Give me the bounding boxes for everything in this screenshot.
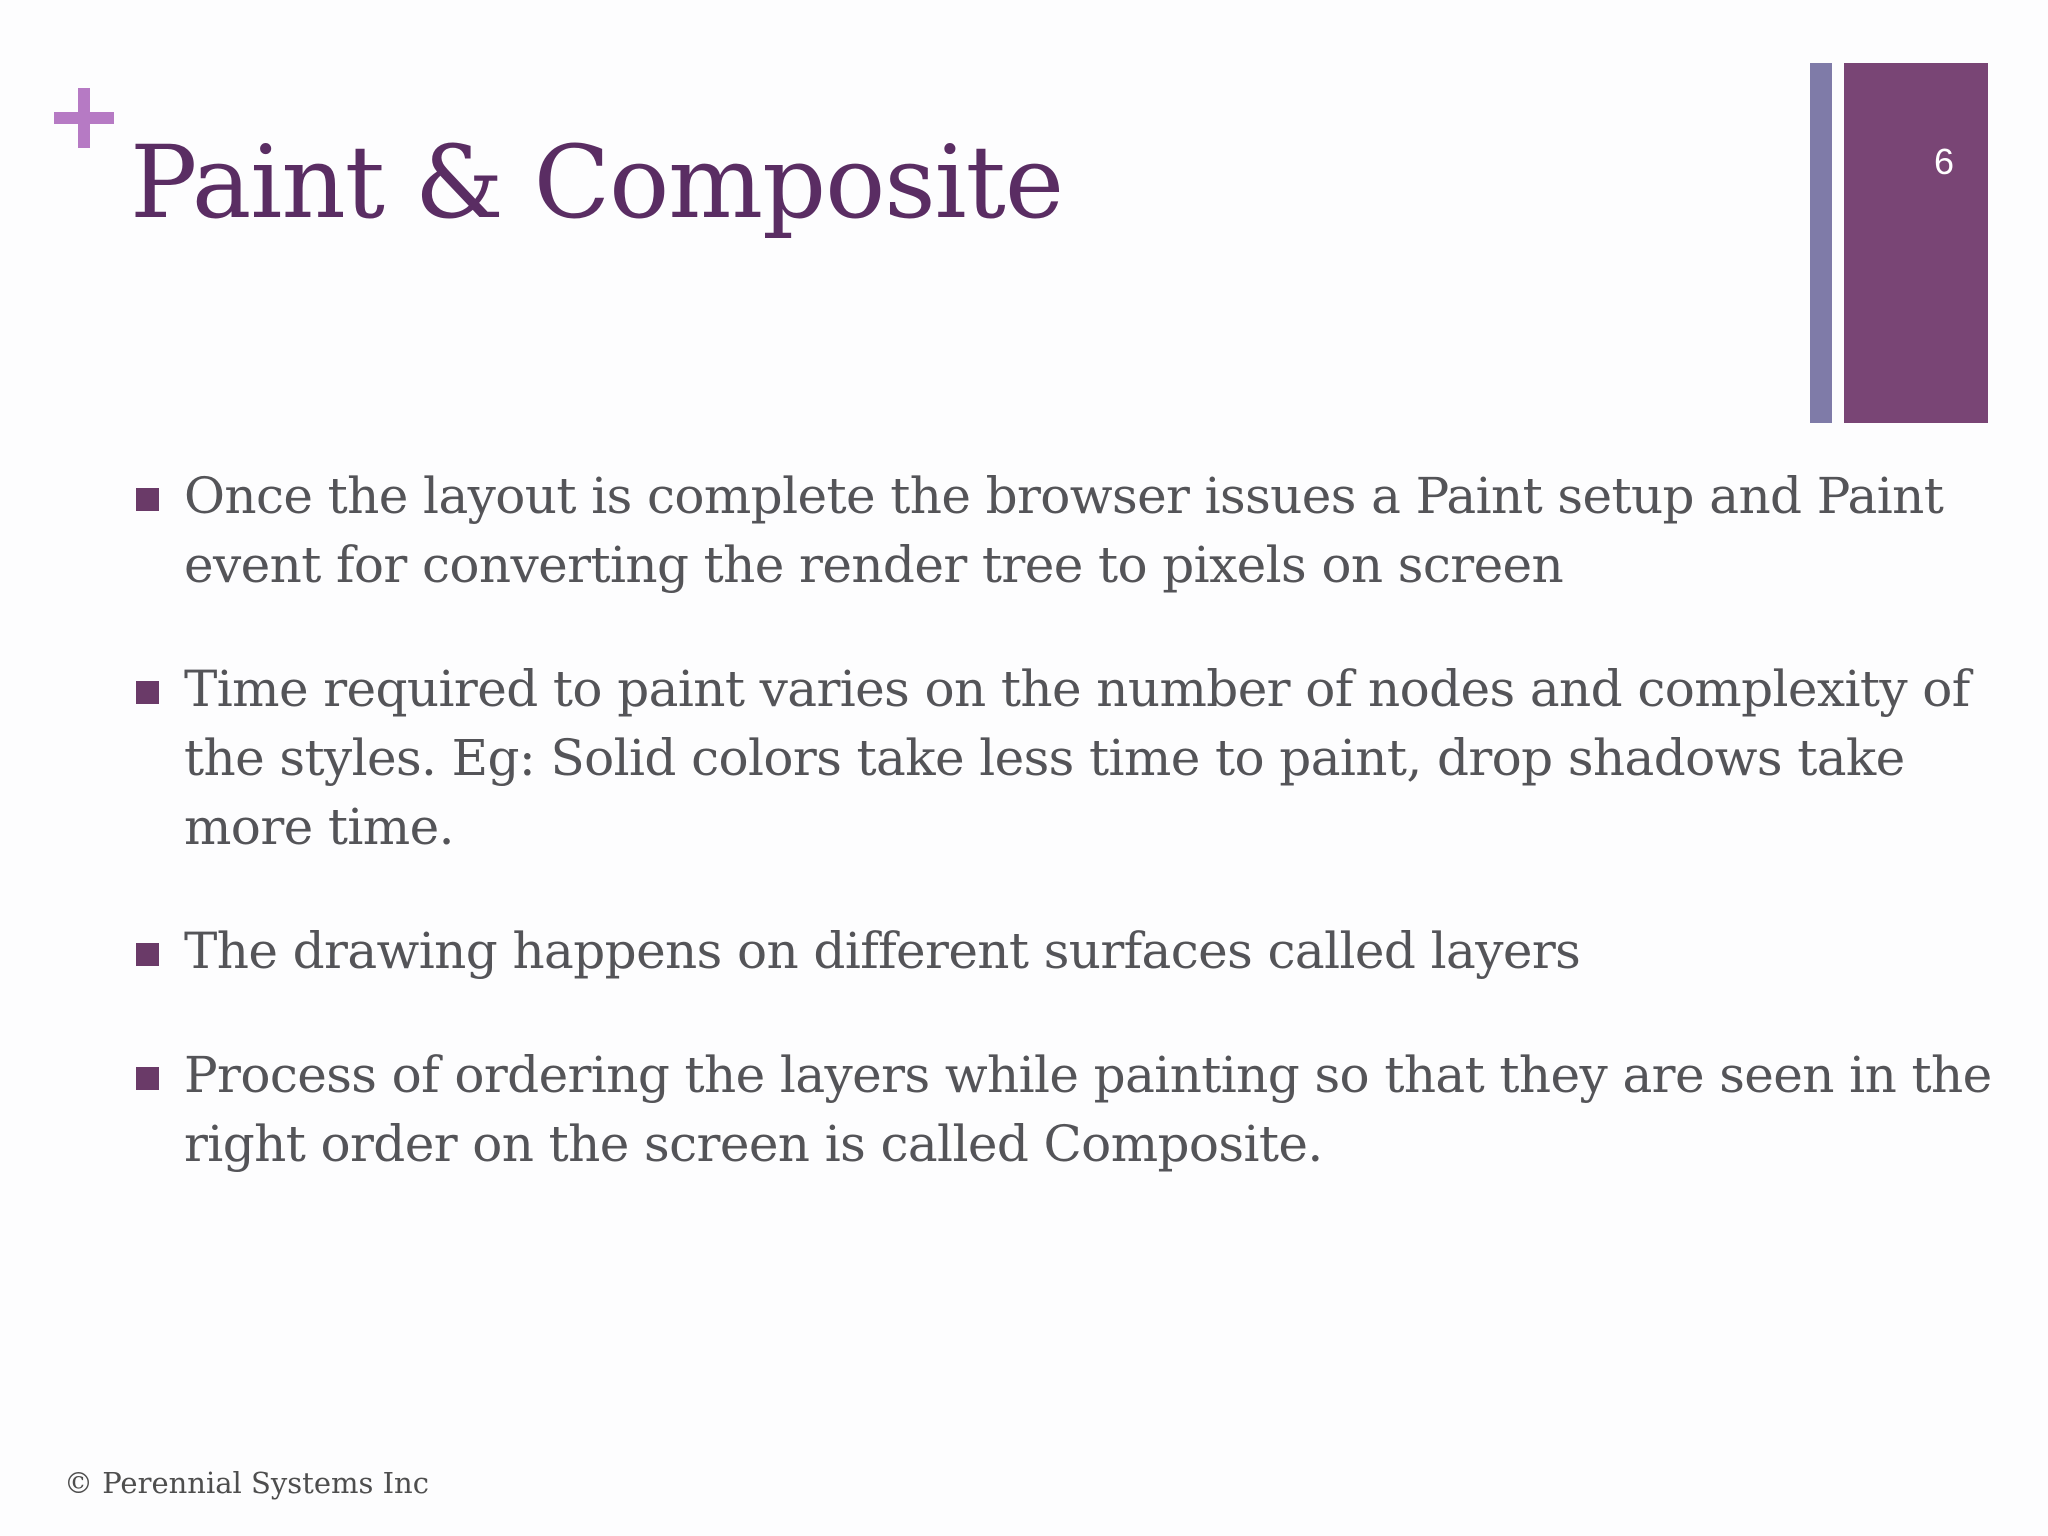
slide-title: Paint & Composite bbox=[130, 124, 1063, 241]
copyright-footer: © Perennial Systems Inc bbox=[64, 1466, 429, 1500]
square-bullet-icon bbox=[136, 681, 159, 704]
accent-bar-thin bbox=[1810, 63, 1832, 423]
bullet-item bbox=[134, 1041, 1994, 1179]
square-bullet-icon bbox=[136, 943, 159, 966]
bullet-text: Time required to paint varies on the number of nodes and complexity of the styles. Eg: Solid colors take less time to paint, drop shadows take more time. bbox=[184, 660, 1970, 856]
bullet-item bbox=[134, 917, 1994, 986]
bullet-text: Process of ordering the layers while painting so that they are seen in the right order on the screen is called Composite. bbox=[184, 1046, 1992, 1173]
bullet-text: The drawing happens on different surfaces called layers bbox=[184, 922, 1581, 980]
bullet-list bbox=[134, 462, 1994, 1234]
plus-icon bbox=[54, 88, 114, 148]
square-bullet-icon bbox=[136, 488, 159, 511]
bullet-item bbox=[134, 462, 1994, 600]
accent-bar-thick bbox=[1844, 63, 1988, 423]
bullet-item bbox=[134, 655, 1994, 862]
bullet-text: Once the layout is complete the browser issues a Paint setup and Paint event for converting the render tree to pixels on screen bbox=[184, 467, 1944, 594]
page-number: 6 bbox=[1933, 141, 1954, 182]
square-bullet-icon bbox=[136, 1067, 159, 1090]
